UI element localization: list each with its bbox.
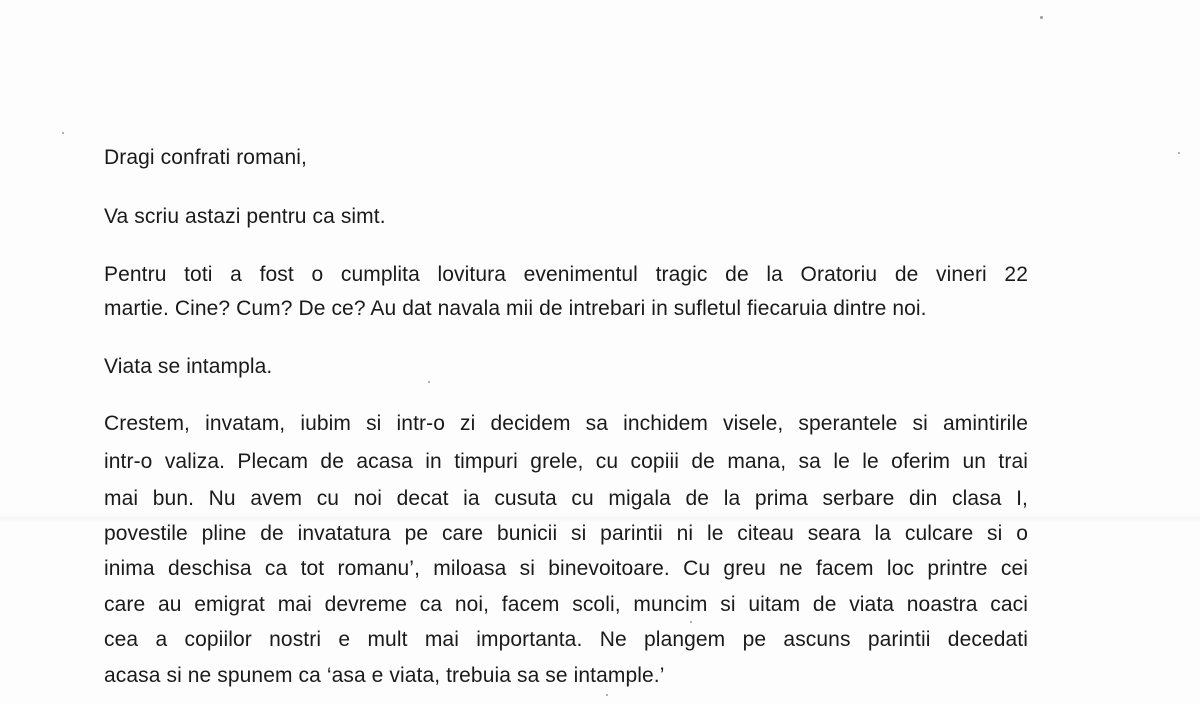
scan-speck [1178, 152, 1180, 154]
paragraph-4-line: Crestem, invatam, iubim si intr-o zi decidem sa inchidem visele, sperantele si amintirile [104, 412, 1028, 435]
paragraph-1: Va scriu astazi pentru ca simt. [104, 205, 386, 228]
paragraph-4-line: intr-o valiza. Plecam de acasa in timpuri grele, cu copiii de mana, sa le le oferim un trai [104, 450, 1028, 473]
paragraph-3: Viata se intampla. [104, 355, 273, 378]
paragraph-2-line: Pentru toti a fost o cumplita lovitura evenimentul tragic de la Oratoriu de vineri 22 [104, 263, 1028, 286]
paragraph-4-line: mai bun. Nu avem cu noi decat ia cusuta cu migala de la prima serbare din clasa I, [104, 487, 1028, 510]
scan-speck [1040, 16, 1043, 19]
paragraph-4-line: povestile pline de invatatura pe care bunicii si parintii ni le citeau seara la culcare si o [104, 522, 1028, 545]
scan-speck [690, 621, 692, 623]
paragraph-2-line: martie. Cine? Cum? De ce? Au dat navala mii de intrebari in sufletul fiecaruia dintre noi. [104, 297, 927, 320]
scan-speck [62, 132, 64, 134]
scan-speck [606, 694, 608, 696]
paragraph-4-line: care au emigrat mai devreme ca noi, facem scoli, muncim si uitam de viata noastra caci [104, 593, 1028, 616]
scan-speck [428, 381, 430, 383]
paragraph-4-line: acasa si ne spunem ca ‘asa e viata, trebuia sa se intample.’ [104, 664, 665, 687]
greeting: Dragi confrati romani, [104, 146, 307, 169]
paragraph-4-line: inima deschisa ca tot romanu’, miloasa si binevoitoare. Cu greu ne facem loc printre cei [104, 557, 1028, 580]
paragraph-4-line: cea a copiilor nostri e mult mai importanta. Ne plangem pe ascuns parintii decedati [104, 628, 1028, 651]
